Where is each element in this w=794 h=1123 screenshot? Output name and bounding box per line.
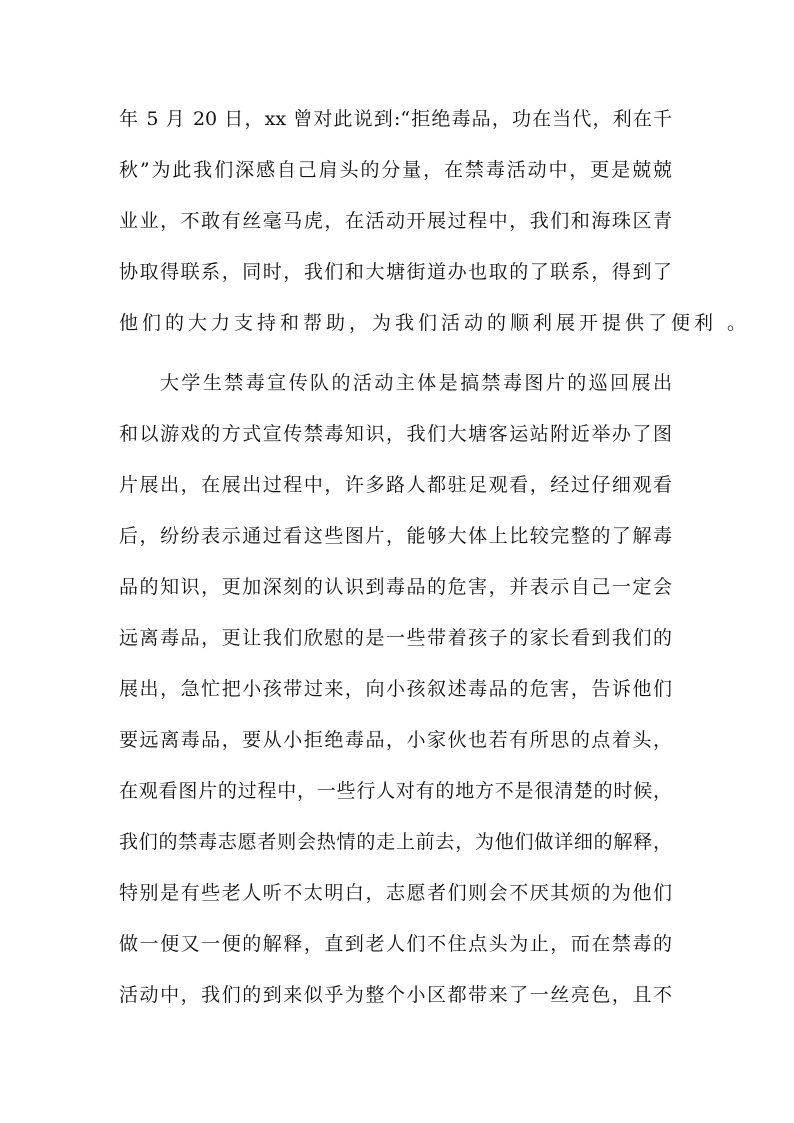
paragraph-2-line-2: 和以游戏的方式宣传禁毒知识，我们大塘客运站附近举办了图 <box>119 423 672 445</box>
paragraph-2-line-7: 展出，急忙把小孩带过来，向小孩叙述毒品的危害，告诉他们 <box>119 678 672 700</box>
paragraph-2-line-3: 片展出，在展出过程中，许多路人都驻足观看，经过仔细观看 <box>119 474 672 496</box>
paragraph-1-line-3: 业业，不敢有丝毫马虎，在活动开展过程中，我们和海珠区青 <box>119 210 672 232</box>
paragraph-2-line-10: 我们的禁毒志愿者则会热情的走上前去，为他们做详细的解释， <box>119 831 672 853</box>
paragraph-2-line-1: 大学生禁毒宣传队的活动主体是搞禁毒图片的巡回展出 <box>160 372 672 394</box>
paragraph-1-line-4: 协取得联系，同时，我们和大塘街道办也取的了联系，得到了 <box>119 261 672 283</box>
paragraph-1-line-1: 年 5 月 20 日，xx 曾对此说到:“拒绝毒品，功在当代，利在千 <box>119 108 672 130</box>
paragraph-2-line-9: 在观看图片的过程中，一些行人对有的地方不是很清楚的时候， <box>119 780 672 802</box>
paragraph-2-line-11: 特别是有些老人听不太明白，志愿者们则会不厌其烦的为他们 <box>119 882 672 904</box>
paragraph-2-line-6: 远离毒品，更让我们欣慰的是一些带着孩子的家长看到我们的 <box>119 627 672 649</box>
paragraph-2-line-4: 后，纷纷表示通过看这些图片，能够大体上比较完整的了解毒 <box>119 525 672 547</box>
paragraph-1-line-5: 他们的大力支持和帮助，为我们活动的顺利展开提供了便利 。 <box>119 312 751 334</box>
paragraph-2-line-8: 要远离毒品，要从小拒绝毒品，小家伙也若有所思的点着头， <box>119 729 672 751</box>
paragraph-2-line-12: 做一便又一便的解释，直到老人们不住点头为止，而在禁毒的 <box>119 933 672 955</box>
paragraph-2-line-5: 品的知识，更加深刻的认识到毒品的危害，并表示自己一定会 <box>119 576 672 598</box>
paragraph-1-line-2: 秋”为此我们深感自己肩头的分量，在禁毒活动中，更是兢兢 <box>119 159 672 181</box>
paragraph-2-line-13: 活动中，我们的到来似乎为整个小区都带来了一丝亮色，且不 <box>119 984 672 1006</box>
